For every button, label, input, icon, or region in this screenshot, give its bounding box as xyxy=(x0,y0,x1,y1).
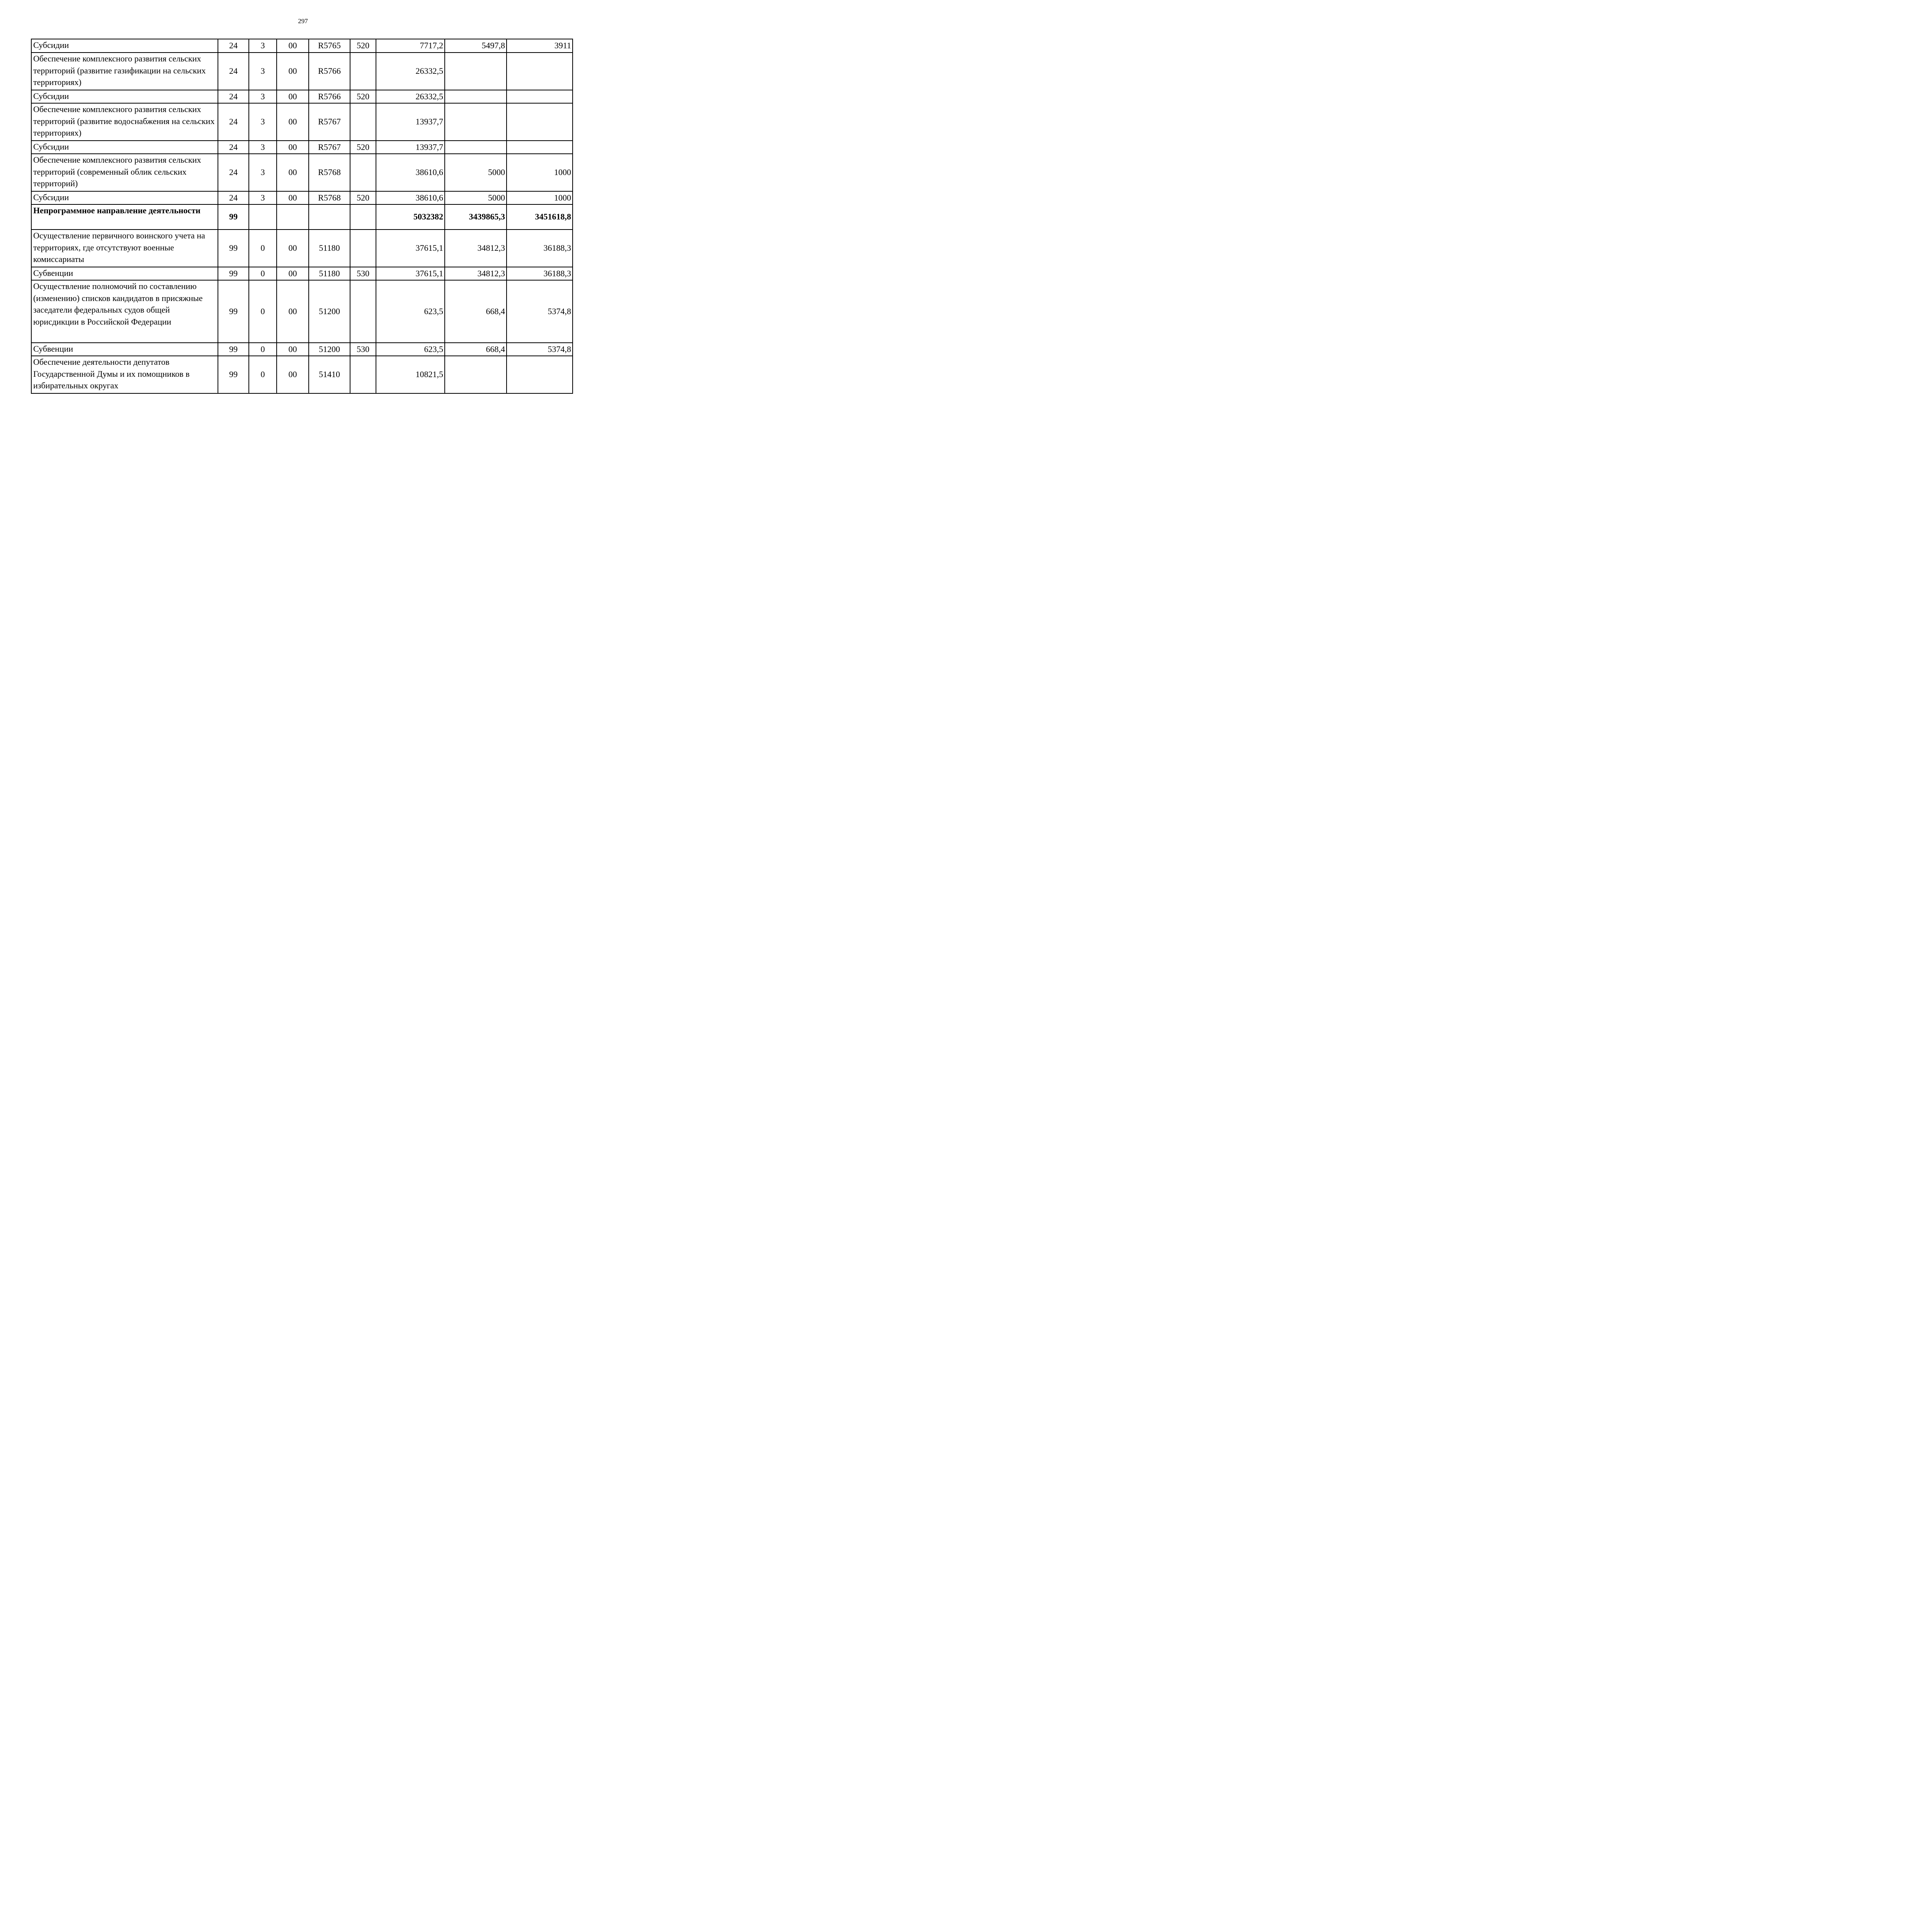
row-name: Субсидии xyxy=(31,191,218,204)
section-code: 99 xyxy=(218,267,249,280)
main-activity-code: 00 xyxy=(277,90,309,103)
direction-code: R5765 xyxy=(309,39,350,53)
expense-type-code xyxy=(350,280,376,343)
budget-table xyxy=(31,39,573,394)
amount-year-3: 36188,3 xyxy=(507,230,573,267)
expense-type-code: 530 xyxy=(350,343,376,356)
amount-year-1: 5032382 xyxy=(376,204,445,230)
amount-year-2 xyxy=(445,141,507,154)
direction-code: R5767 xyxy=(309,141,350,154)
amount-year-1: 26332,5 xyxy=(376,53,445,90)
amount-year-2 xyxy=(445,356,507,393)
amount-year-3: 3451618,8 xyxy=(507,204,573,230)
subprogram-code: 0 xyxy=(249,280,277,343)
section-code: 24 xyxy=(218,103,249,141)
row-name: Непрограммное направление деятельности xyxy=(31,204,218,230)
table-row xyxy=(31,141,573,154)
section-code: 24 xyxy=(218,191,249,204)
expense-type-code: 530 xyxy=(350,267,376,280)
amount-year-3 xyxy=(507,90,573,103)
subprogram-code: 3 xyxy=(249,90,277,103)
table-row xyxy=(31,343,573,356)
section-code: 99 xyxy=(218,343,249,356)
amount-year-2 xyxy=(445,103,507,141)
expense-type-code xyxy=(350,154,376,191)
row-name: Обеспечение комплексного развития сельских территорий (современный облик сельских территорий) xyxy=(31,154,218,191)
row-name: Осуществление первичного воинского учета на территориях, где отсутствуют военные комиссариаты xyxy=(31,230,218,267)
expense-type-code xyxy=(350,53,376,90)
amount-year-3: 3911 xyxy=(507,39,573,53)
amount-year-3 xyxy=(507,141,573,154)
expense-type-code: 520 xyxy=(350,141,376,154)
expense-type-code xyxy=(350,230,376,267)
amount-year-1: 7717,2 xyxy=(376,39,445,53)
row-name: Обеспечение комплексного развития сельских территорий (развитие газификации на сельских территориях) xyxy=(31,53,218,90)
row-name: Субсидии xyxy=(31,141,218,154)
direction-code: R5766 xyxy=(309,53,350,90)
table-row xyxy=(31,39,573,53)
subprogram-code: 0 xyxy=(249,356,277,393)
direction-code xyxy=(309,204,350,230)
table-row xyxy=(31,230,573,267)
amount-year-3: 5374,8 xyxy=(507,280,573,343)
expense-type-code xyxy=(350,204,376,230)
table-row xyxy=(31,204,573,230)
table-row xyxy=(31,191,573,204)
subprogram-code: 3 xyxy=(249,141,277,154)
amount-year-1: 38610,6 xyxy=(376,191,445,204)
row-name: Субсидии xyxy=(31,39,218,53)
amount-year-2: 3439865,3 xyxy=(445,204,507,230)
table-row xyxy=(31,267,573,280)
main-activity-code: 00 xyxy=(277,39,309,53)
direction-code: 51200 xyxy=(309,280,350,343)
amount-year-3 xyxy=(507,103,573,141)
main-activity-code: 00 xyxy=(277,230,309,267)
main-activity-code xyxy=(277,204,309,230)
amount-year-1: 37615,1 xyxy=(376,267,445,280)
main-activity-code: 00 xyxy=(277,154,309,191)
section-code: 24 xyxy=(218,141,249,154)
row-name: Обеспечение деятельности депутатов Государственной Думы и их помощников в избирательных округах xyxy=(31,356,218,393)
section-code: 99 xyxy=(218,230,249,267)
subprogram-code xyxy=(249,204,277,230)
subprogram-code: 3 xyxy=(249,53,277,90)
subprogram-code: 3 xyxy=(249,103,277,141)
amount-year-2 xyxy=(445,90,507,103)
amount-year-1: 13937,7 xyxy=(376,103,445,141)
table-row xyxy=(31,356,573,393)
amount-year-3 xyxy=(507,356,573,393)
amount-year-3 xyxy=(507,53,573,90)
page-number: 297 xyxy=(298,17,308,25)
direction-code: 51180 xyxy=(309,230,350,267)
subprogram-code: 0 xyxy=(249,343,277,356)
main-activity-code: 00 xyxy=(277,280,309,343)
amount-year-2: 5497,8 xyxy=(445,39,507,53)
main-activity-code: 00 xyxy=(277,141,309,154)
section-code: 99 xyxy=(218,280,249,343)
amount-year-2: 668,4 xyxy=(445,280,507,343)
amount-year-1: 623,5 xyxy=(376,343,445,356)
main-activity-code: 00 xyxy=(277,343,309,356)
direction-code: 51180 xyxy=(309,267,350,280)
row-name: Осуществление полномочий по составлению (изменению) списков кандидатов в присяжные заседатели федеральных судов общей юрисдикции в Российской Федерации xyxy=(31,280,218,343)
section-code: 99 xyxy=(218,356,249,393)
table-row xyxy=(31,154,573,191)
amount-year-1: 38610,6 xyxy=(376,154,445,191)
main-activity-code: 00 xyxy=(277,356,309,393)
amount-year-3: 1000 xyxy=(507,191,573,204)
direction-code: 51200 xyxy=(309,343,350,356)
expense-type-code xyxy=(350,103,376,141)
amount-year-2: 34812,3 xyxy=(445,267,507,280)
subprogram-code: 0 xyxy=(249,267,277,280)
amount-year-1: 37615,1 xyxy=(376,230,445,267)
section-code: 24 xyxy=(218,154,249,191)
table-row xyxy=(31,103,573,141)
table-row xyxy=(31,90,573,103)
amount-year-2: 34812,3 xyxy=(445,230,507,267)
amount-year-2: 5000 xyxy=(445,191,507,204)
main-activity-code: 00 xyxy=(277,267,309,280)
amount-year-1: 13937,7 xyxy=(376,141,445,154)
amount-year-3: 36188,3 xyxy=(507,267,573,280)
direction-code: R5768 xyxy=(309,191,350,204)
main-activity-code: 00 xyxy=(277,191,309,204)
direction-code: 51410 xyxy=(309,356,350,393)
table-row xyxy=(31,280,573,343)
subprogram-code: 3 xyxy=(249,39,277,53)
direction-code: R5766 xyxy=(309,90,350,103)
amount-year-3: 1000 xyxy=(507,154,573,191)
row-name: Субвенции xyxy=(31,267,218,280)
amount-year-1: 10821,5 xyxy=(376,356,445,393)
section-code: 24 xyxy=(218,53,249,90)
section-code: 99 xyxy=(218,204,249,230)
expense-type-code: 520 xyxy=(350,90,376,103)
direction-code: R5767 xyxy=(309,103,350,141)
amount-year-3: 5374,8 xyxy=(507,343,573,356)
row-name: Обеспечение комплексного развития сельских территорий (развитие водоснабжения на сельских территориях) xyxy=(31,103,218,141)
table-row xyxy=(31,53,573,90)
subprogram-code: 0 xyxy=(249,230,277,267)
subprogram-code: 3 xyxy=(249,191,277,204)
subprogram-code: 3 xyxy=(249,154,277,191)
expense-type-code xyxy=(350,356,376,393)
amount-year-2: 5000 xyxy=(445,154,507,191)
direction-code: R5768 xyxy=(309,154,350,191)
section-code: 24 xyxy=(218,39,249,53)
amount-year-1: 623,5 xyxy=(376,280,445,343)
expense-type-code: 520 xyxy=(350,191,376,204)
expense-type-code: 520 xyxy=(350,39,376,53)
section-code: 24 xyxy=(218,90,249,103)
row-name: Субвенции xyxy=(31,343,218,356)
row-name: Субсидии xyxy=(31,90,218,103)
amount-year-1: 26332,5 xyxy=(376,90,445,103)
main-activity-code: 00 xyxy=(277,53,309,90)
main-activity-code: 00 xyxy=(277,103,309,141)
amount-year-2: 668,4 xyxy=(445,343,507,356)
amount-year-2 xyxy=(445,53,507,90)
